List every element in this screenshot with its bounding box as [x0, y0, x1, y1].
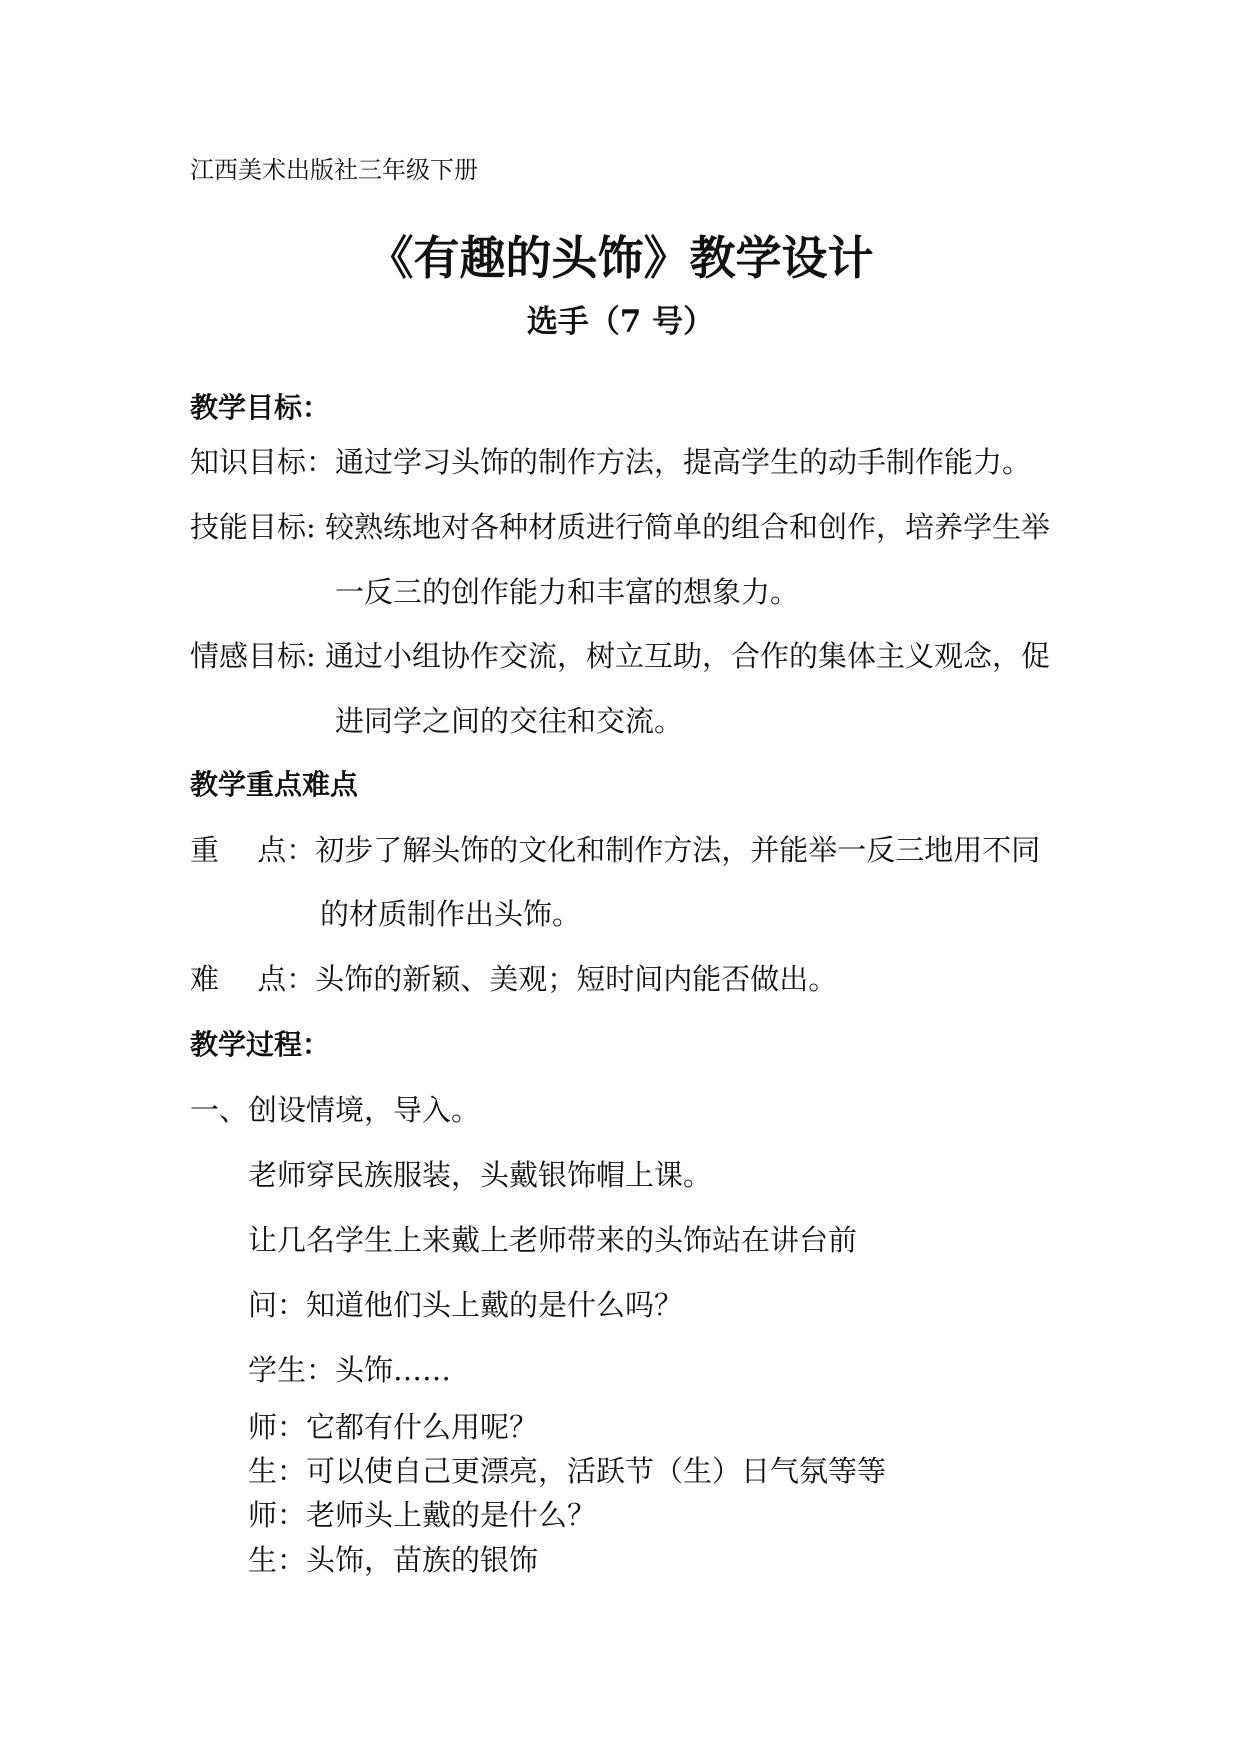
process-line: 生：头饰，苗族的银饰: [248, 1543, 539, 1577]
key-point-line1: 重 点：初步了解头饰的文化和制作方法，并能举一反三地用不同: [190, 833, 1041, 867]
skill-goal-line2: 一反三的创作能力和丰富的想象力。: [335, 575, 800, 609]
process-line: 老师穿民族服装，头戴银饰帽上课。: [248, 1158, 713, 1192]
document-title: 《有趣的头饰》教学设计: [367, 231, 874, 285]
difficulty-point: 难 点：头饰的新颖、美观；短时间内能否做出。: [190, 962, 838, 996]
knowledge-goal: 知识目标：通过学习头饰的制作方法，提高学生的动手制作能力。: [190, 445, 1032, 479]
emotion-goal-line1: 情感目标: 通过小组协作交流，树立互助，合作的集体主义观念，促: [190, 639, 1050, 673]
key-point-line2: 的材质制作出头饰。: [320, 897, 582, 931]
process-line: 师：老师头上戴的是什么？: [248, 1498, 597, 1532]
emotion-goal-line2: 进同学之间的交往和交流。: [335, 704, 684, 738]
process-line: 生：可以使自己更漂亮，活跃节（生）日气氛等等: [248, 1454, 887, 1488]
process-line: 学生：头饰……: [248, 1353, 452, 1387]
document-subtitle: 选手（7 号）: [526, 304, 715, 340]
goals-heading: 教学目标：: [190, 391, 331, 424]
skill-goal-line1: 技能目标: 较熟练地对各种材质进行简单的组合和创作，培养学生举: [190, 510, 1050, 544]
process-line: 让几名学生上来戴上老师带来的头饰站在讲台前: [248, 1223, 858, 1257]
process-line: 问：知道他们头上戴的是什么吗？: [248, 1288, 684, 1322]
keypoints-heading: 教学重点难点: [190, 768, 359, 801]
process-heading: 教学过程：: [190, 1028, 331, 1061]
process-line: 师：它都有什么用呢？: [248, 1410, 539, 1444]
publisher-header: 江西美术出版社三年级下册: [190, 156, 478, 184]
process-step-1: 一、创设情境，导入。: [190, 1093, 481, 1127]
